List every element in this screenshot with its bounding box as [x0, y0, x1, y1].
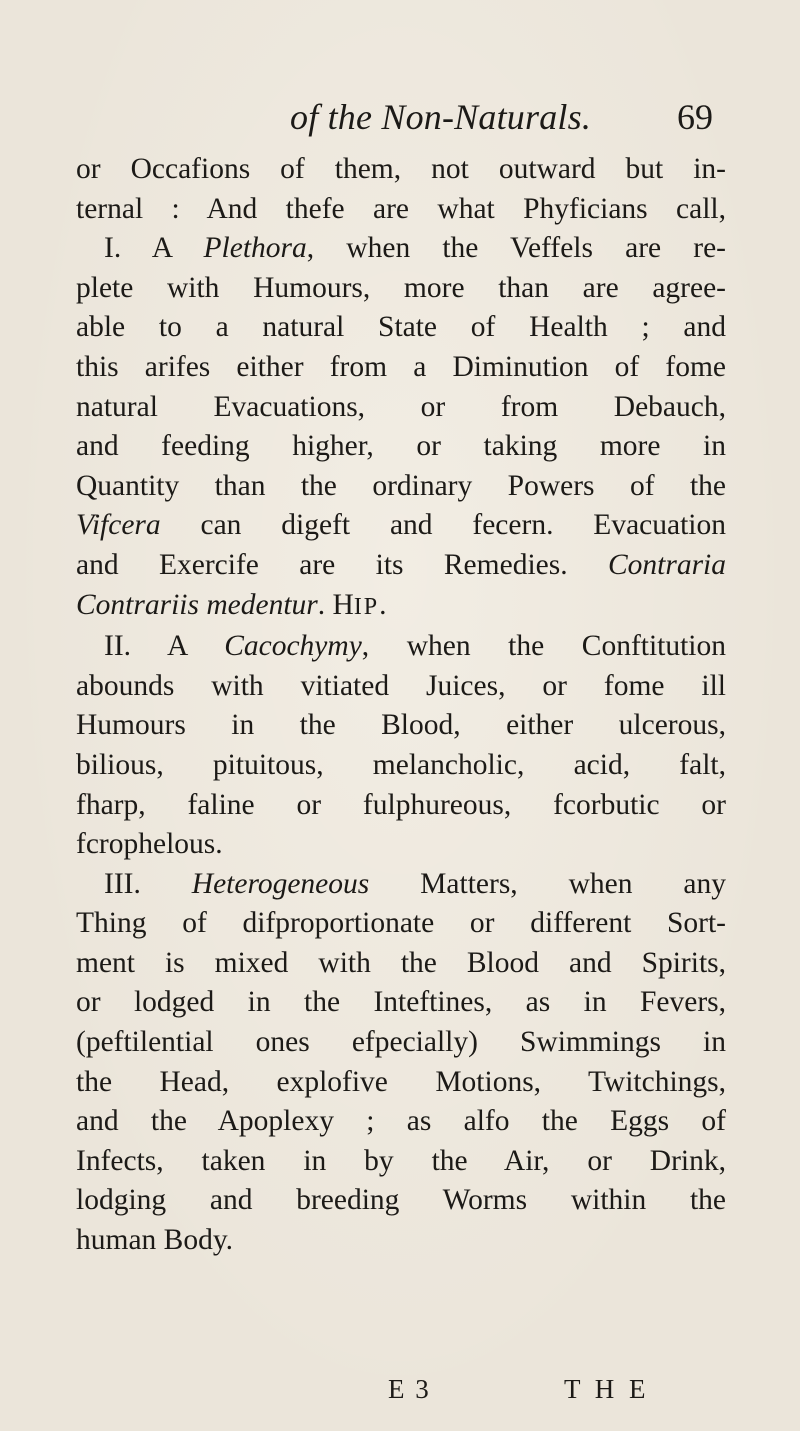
text-run: the Head, explofive Motions, Twitchings,: [76, 1065, 726, 1098]
text-run: , when the Veffels are re-: [306, 232, 727, 265]
text-line: [76, 586, 726, 628]
page-header: [0, 96, 800, 146]
text-line: [76, 904, 726, 944]
text-line: [76, 269, 726, 309]
text-run: ment is mixed with the Blood and Spirits,: [76, 946, 726, 979]
text-run: III.: [104, 867, 192, 900]
text-run: plete with Humours, more than are agree-: [76, 271, 726, 304]
text-run: or lodged in the Inteftines, as in Fevers,: [76, 986, 726, 1019]
text-run: this arifes either from a Diminution of fome: [76, 350, 726, 383]
text-line: [76, 944, 726, 984]
text-line: [76, 1181, 726, 1221]
text-run: can digeft and fecern. Evacuation: [160, 509, 726, 542]
text-line: [76, 706, 726, 746]
text-run: bilious, pituitous, melancholic, acid, falt,: [76, 748, 726, 781]
signature-mark: E 3: [388, 1374, 431, 1404]
text-run: II. A: [104, 630, 225, 663]
catchword: T H E: [564, 1374, 650, 1404]
text-line: [76, 865, 726, 905]
text-line: [76, 825, 726, 865]
page-footer: [0, 1374, 800, 1414]
text-line: [76, 388, 726, 428]
text-line: [76, 427, 726, 467]
text-line: [76, 150, 726, 190]
italic-text: Plethora: [203, 232, 307, 265]
text-line: [76, 627, 726, 667]
text-line: [76, 308, 726, 348]
text-line: [76, 190, 726, 230]
text-run: . H: [317, 588, 354, 621]
text-line: [76, 1142, 726, 1182]
text-run: .: [379, 588, 387, 621]
text-run: I. A: [104, 232, 204, 265]
text-run: and Exercife are its Remedies.: [76, 548, 608, 581]
text-line: [76, 1023, 726, 1063]
text-run: and the Apoplexy ; as alfo the Eggs of: [76, 1105, 726, 1138]
text-line: [76, 1221, 726, 1261]
text-run: IP: [353, 593, 380, 620]
text-run: fcrophelous.: [76, 828, 223, 861]
text-line: [76, 1102, 726, 1142]
italic-text: Contraria: [607, 548, 726, 581]
text-run: (peftilential ones efpecially) Swimmings in: [76, 1026, 726, 1059]
text-line: [76, 546, 726, 586]
text-run: lodging and breeding Worms within the: [76, 1184, 726, 1217]
italic-text: Contrariis medentur: [76, 588, 318, 621]
text-line: [76, 229, 726, 269]
text-line: [76, 348, 726, 388]
text-line: [76, 467, 726, 507]
text-run: Quantity than the ordinary Powers of the: [76, 469, 726, 502]
text-line: [76, 1063, 726, 1103]
text-line: [76, 983, 726, 1023]
text-run: human Body.: [76, 1224, 234, 1257]
page-number: 69: [677, 97, 713, 137]
text-run: or Occafions of them, not outward but in-: [76, 153, 726, 185]
text-line: [76, 506, 726, 546]
text-run: natural Evacuations, or from Debauch,: [76, 390, 726, 423]
text-line: [76, 786, 726, 826]
italic-text: Heterogeneous: [191, 867, 370, 900]
text-run: fharp, faline or fulphureous, fcorbutic or: [76, 788, 726, 821]
text-run: abounds with vitiated Juices, or fome ill: [76, 669, 726, 702]
text-run: able to a natural State of Health ; and: [76, 311, 726, 344]
text-run: Humours in the Blood, either ulcerous,: [76, 709, 726, 742]
italic-text: Vifcera: [76, 509, 161, 542]
text-run: ternal : And thefe are what Phyficians call,: [76, 192, 726, 225]
text-run: Thing of difproportionate or different Sort-: [76, 907, 726, 940]
text-line: [76, 746, 726, 786]
italic-text: Cacochymy: [224, 630, 362, 663]
running-title: of the Non-Naturals.: [290, 97, 592, 137]
text-run: , when the Conftitution: [361, 630, 726, 663]
text-run: and feeding higher, or taking more in: [76, 430, 726, 463]
text-run: Matters, when any: [369, 867, 726, 900]
body-text: [76, 150, 726, 1261]
text-line: [76, 667, 726, 707]
text-run: Infects, taken in by the Air, or Drink,: [76, 1144, 726, 1177]
